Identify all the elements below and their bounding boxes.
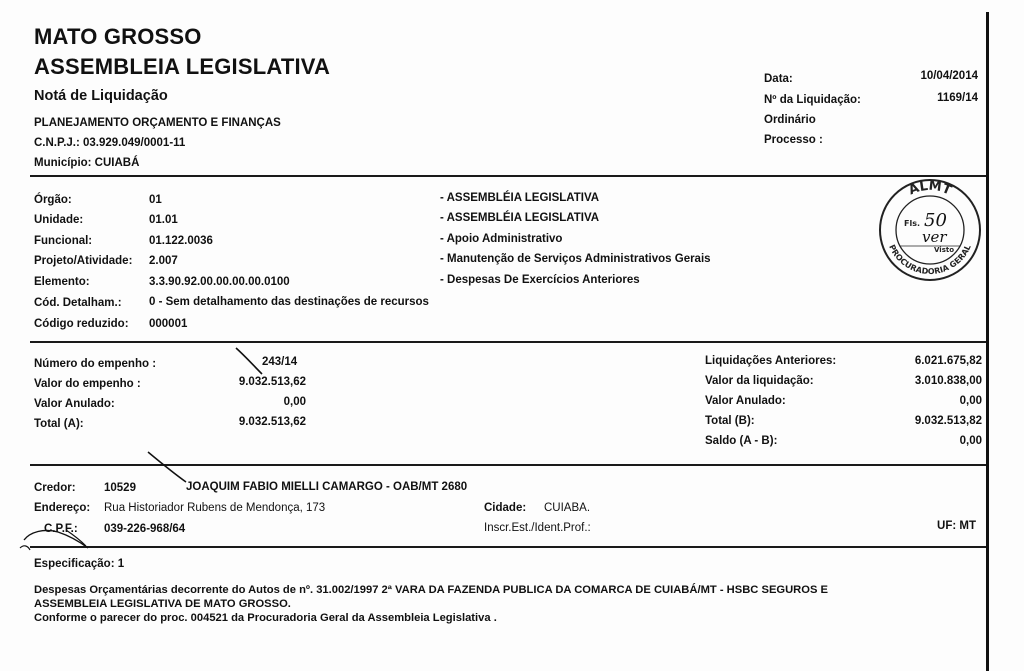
funcional-desc: - Apoio Administrativo (440, 233, 563, 245)
liq-anulado-label: Valor Anulado: (705, 395, 786, 407)
empenho-anulado-label: Valor Anulado: (34, 398, 115, 410)
empenho-total-value: 9.032.513,62 (238, 416, 306, 428)
especificacao-line-3: Conforme o parecer do proc. 004521 da Procuradoria Geral da Assembleia Legislativa . (34, 612, 497, 624)
assembly-title: ASSEMBLEIA LEGISLATIVA (34, 54, 331, 79)
endereco-label: Endereço: (34, 502, 91, 514)
empenho-anulado-value: 0,00 (283, 396, 306, 408)
empenho-numero-label: Número do empenho : (34, 358, 157, 370)
empenho-valor-value: 9.032.513,62 (238, 376, 306, 388)
cidade-label: Cidade: (484, 502, 527, 514)
stamp-bottom-text: PROCURADORIA GERAL (887, 243, 973, 277)
cpf-value: 039-226-968/64 (104, 523, 186, 535)
cnpj: C.N.P.J.: 03.929.049/0001-11 (34, 137, 186, 149)
stamp-handwritten: ver (922, 228, 947, 246)
stamp-fls-number: 50 (924, 210, 947, 231)
projeto-label: Projeto/Atividade: (34, 255, 133, 267)
municipio: Município: CUIABÁ (34, 157, 140, 169)
liq-total-label: Total (B): (705, 415, 755, 427)
inscr-label: Inscr.Est./Ident.Prof.: (484, 522, 591, 534)
endereco-value: Rua Historiador Rubens de Mendonça, 173 (104, 502, 326, 514)
cidade-value: CUIABA. (544, 502, 591, 514)
reduzido-value: 000001 (149, 318, 188, 330)
liq-valor-label: Valor da liquidação: (705, 375, 814, 387)
detalham-label: Cód. Detalham.: (34, 297, 122, 309)
funcional-code: 01.122.0036 (149, 235, 213, 247)
ordinario: Ordinário (764, 114, 816, 126)
projeto-code: 2.007 (149, 255, 178, 267)
credor-label: Credor: (34, 482, 76, 494)
liq-anulado-value: 0,00 (959, 395, 982, 407)
liq-valor-value: 3.010.838,00 (914, 375, 982, 387)
stamp-fls-label: Fls. (904, 219, 921, 228)
empenho-valor-label: Valor do empenho : (34, 378, 141, 390)
department: PLANEJAMENTO ORÇAMENTO E FINANÇAS (34, 117, 281, 129)
empenho-total-label: Total (A): (34, 418, 84, 430)
liq-total-value: 9.032.513,82 (914, 415, 982, 427)
document-title: Notá de Liquidação (34, 88, 168, 104)
projeto-desc: - Manutenção de Serviços Administrativos Gerais (440, 253, 711, 265)
uf-value: UF: MT (937, 520, 976, 532)
reduzido-label: Código reduzido: (34, 318, 129, 330)
cpf-label: C.P.F.: (44, 523, 78, 535)
liquidacao-number-label: Nº da Liquidação: (764, 94, 861, 106)
elemento-desc: - Despesas De Exercícios Anteriores (440, 274, 640, 286)
credor-name: JOAQUIM FABIO MIELLI CAMARGO - OAB/MT 2680 (186, 481, 468, 493)
credor-code: 10529 (104, 482, 136, 494)
elemento-code: 3.3.90.92.00.00.00.00.0100 (149, 276, 290, 288)
data-label: Data: (764, 73, 793, 85)
liq-anteriores-value: 6.021.675,82 (914, 355, 982, 367)
especificacao-label: Especificação: 1 (34, 558, 125, 570)
empenho-numero-value: 243/14 (262, 356, 298, 368)
unidade-code: 01.01 (149, 214, 178, 226)
liq-saldo-label: Saldo (A - B): (705, 435, 778, 447)
unidade-desc: - ASSEMBLÉIA LEGISLATIVA (440, 212, 600, 224)
detalham-value: 0 - Sem detalhamento das destinações de recursos (149, 296, 429, 308)
state-title: MATO GROSSO (34, 24, 202, 49)
orgao-code: 01 (149, 194, 162, 206)
funcional-label: Funcional: (34, 235, 93, 247)
liq-saldo-value: 0,00 (959, 435, 982, 447)
elemento-label: Elemento: (34, 276, 90, 288)
especificacao-line-1: Despesas Orçamentárias decorrente do Autos de nº. 31.002/1997 2ª VARA DA FAZENDA PUBLICA DA COMARCA DE CUIABÁ/MT - HSBC SEGUROS E (34, 584, 828, 596)
unidade-label: Unidade: (34, 214, 84, 226)
stamp-top-text: ALMT (906, 178, 954, 199)
especificacao-line-2: ASSEMBLEIA LEGISLATIVA DE MATO GROSSO. (34, 598, 291, 610)
orgao-label: Órgão: (34, 194, 72, 206)
processo-label: Processo : (764, 134, 823, 146)
orgao-desc: - ASSEMBLÉIA LEGISLATIVA (440, 192, 600, 204)
data-value: 10/04/2014 (920, 70, 978, 82)
liq-anteriores-label: Liquidações Anteriores: (705, 355, 837, 367)
liquidacao-number-value: 1169/14 (937, 92, 978, 104)
stamp-visto: Visto (934, 246, 955, 254)
